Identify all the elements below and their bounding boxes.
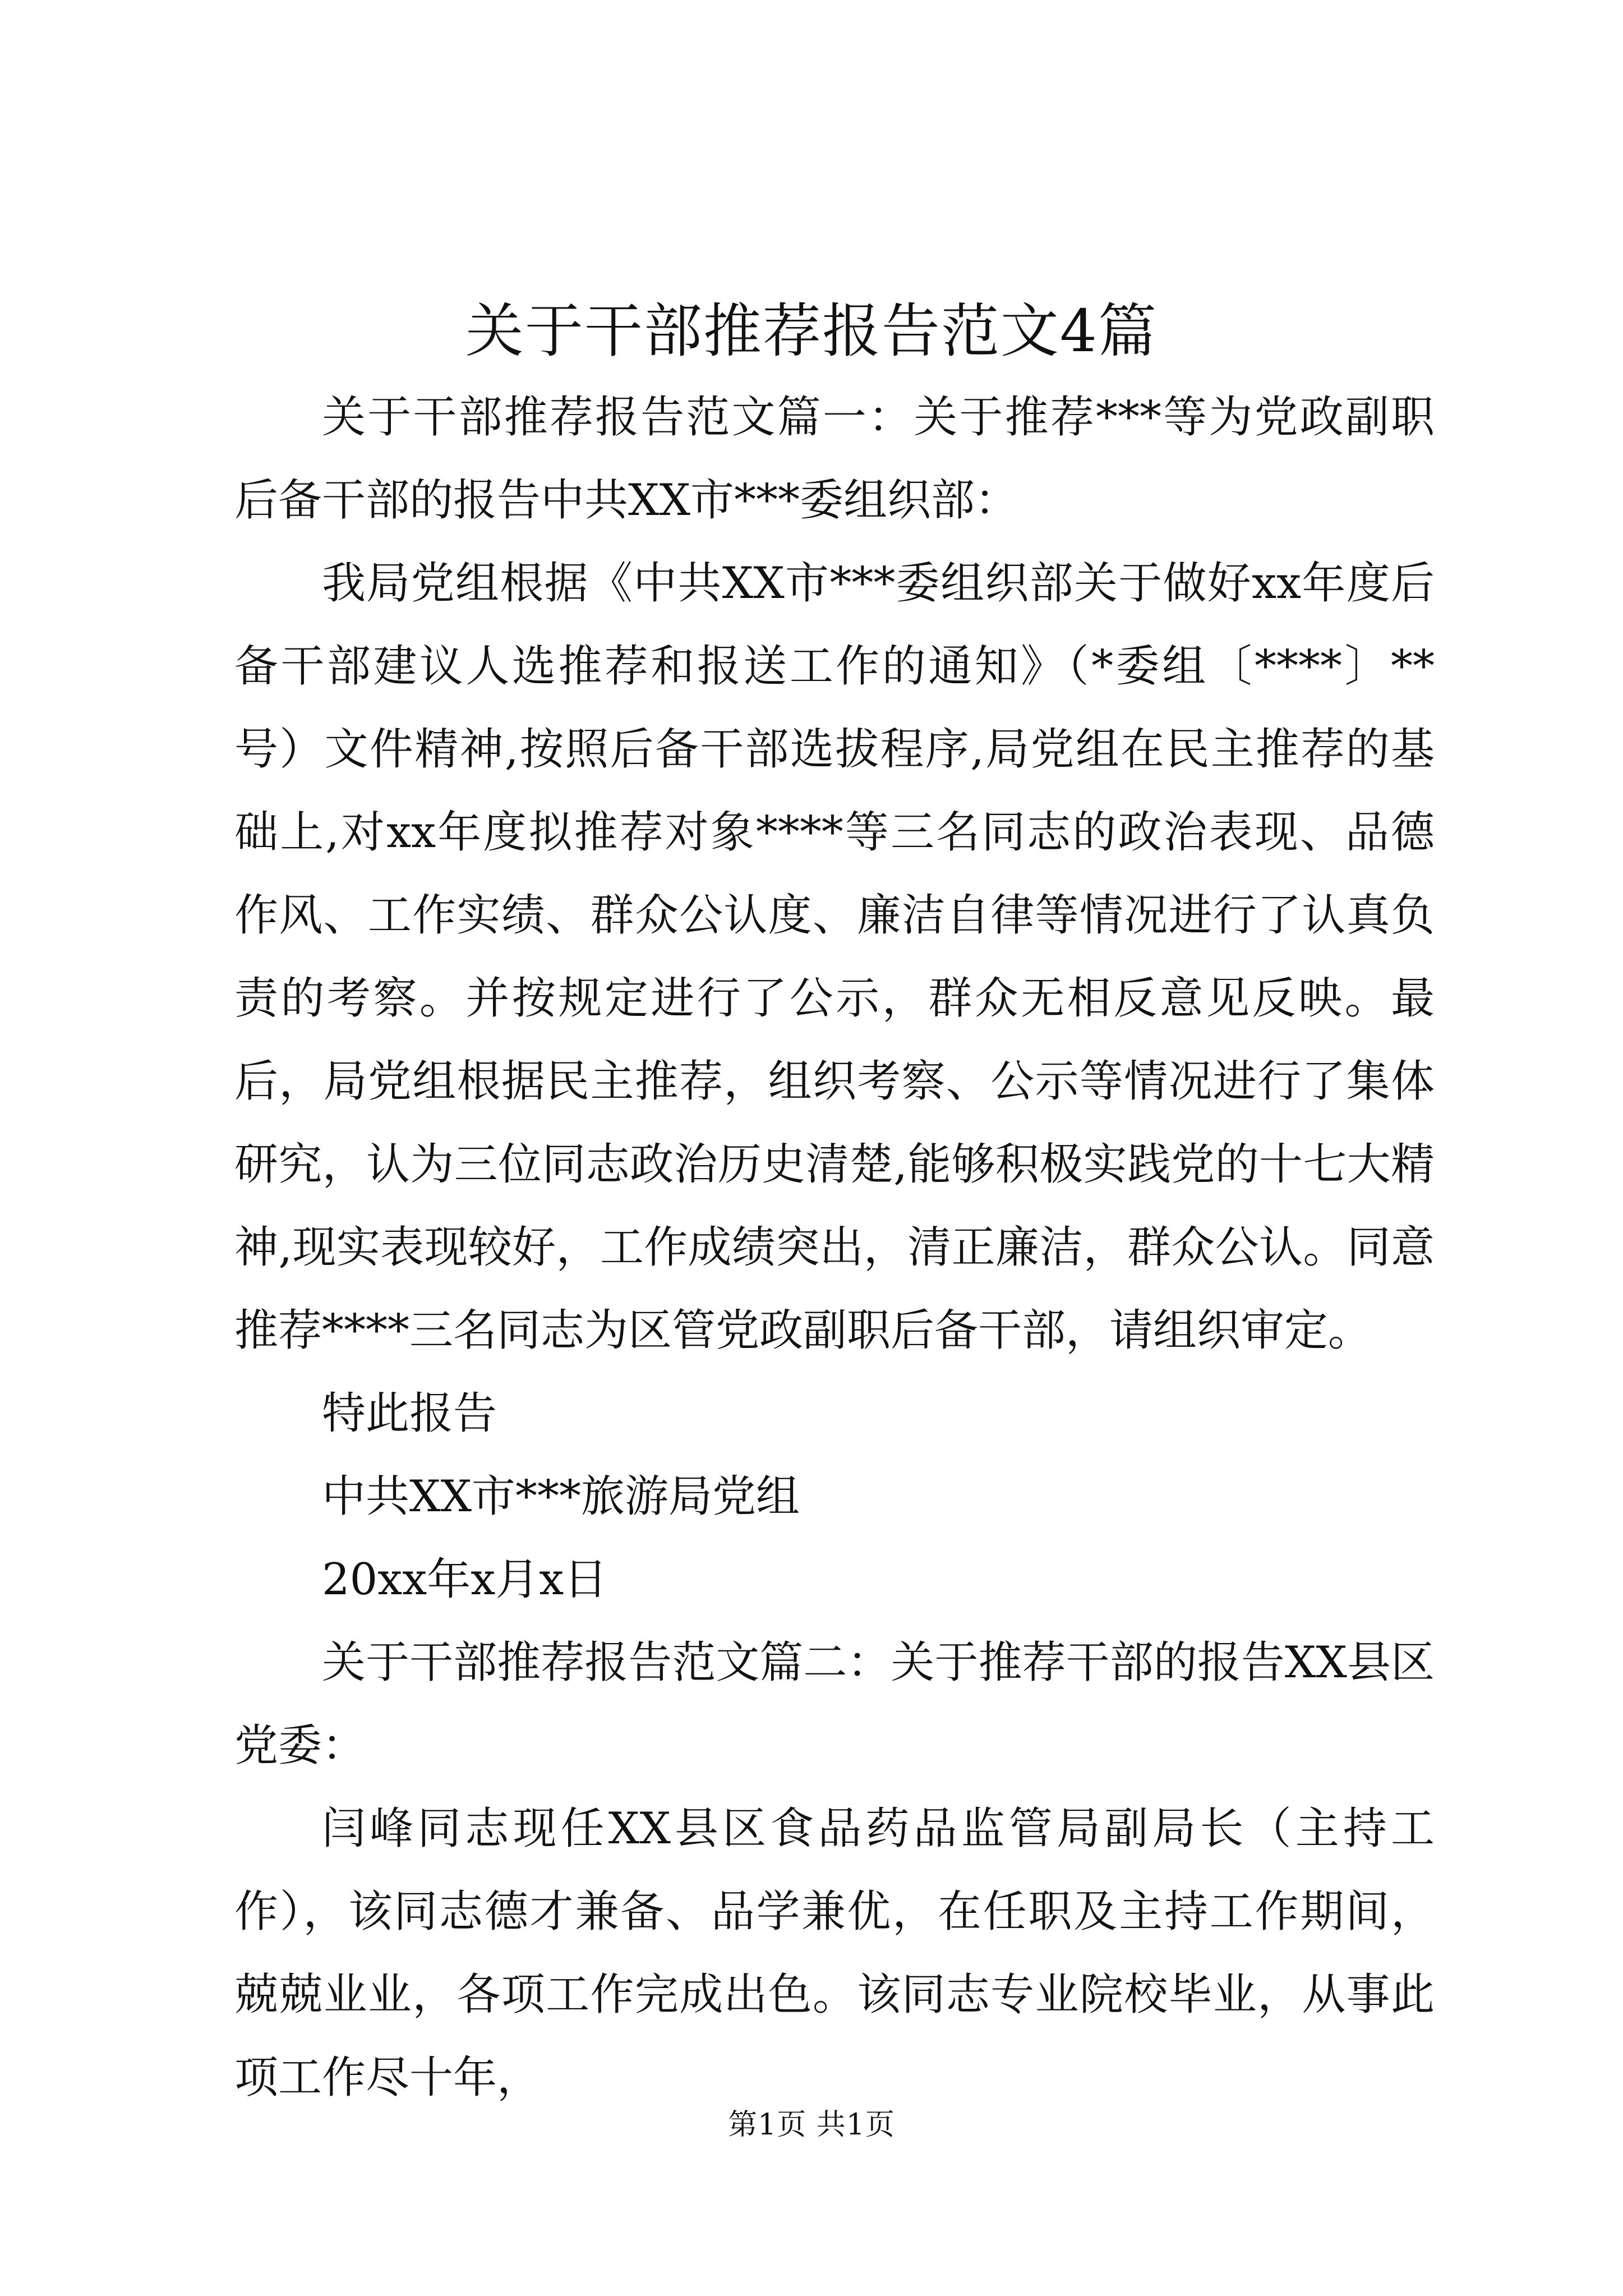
paragraph-5: 20xx年x月x日 [322, 1554, 608, 1605]
paragraph-6: 关于干部推荐报告范文篇二：关于推荐干部的报告XX县区党委： [234, 1637, 1435, 1771]
document-body [234, 376, 1435, 2119]
document-title: 关于干部推荐报告范文4篇 [465, 297, 1158, 365]
paragraph-7: 闫峰同志现任XX县区食品药品监管局副局长（主持工作），该同志德才兼备、品学兼优，在任职及主持工作期间，兢兢业业，各项工作完成出色。该同志专业院校毕业，从事此项工作尽十年， [234, 1803, 1435, 2103]
paragraph-2: 我局党组根据《中共XX市***委组织部关于做好xx年度后备干部建议人选推荐和报送工作的通知》（*委组〔****〕**号）文件精神,按照后备干部选拔程序,局党组在民主推荐的基础上,对xx年度拟推荐对象****等三名同志的政治表现、品德作风、工作实绩、群众公认度、廉洁自律等情况进行了认真负责的考察。并按规定进行了公示，群众无相反意见反映。最后，局党组根据民主推荐，组织考察、公示等情况进行了集体研究，认为三位同志政治历史清楚,能够积极实践党的十七大精神,现实表现较好，工作成绩突出，清正廉洁，群众公认。同意推荐****三名同志为区管党政副职后备干部，请组织审定。 [234, 558, 1435, 1356]
paragraph-3: 特此报告 [322, 1388, 497, 1439]
page-footer: 第1页 共1页 [728, 2108, 895, 2142]
paragraph-4: 中共XX市***旅游局党组 [322, 1471, 800, 1522]
paragraph-1: 关于干部推荐报告范文篇一：关于推荐***等为党政副职后备干部的报告中共XX市***委组织部： [234, 392, 1435, 526]
